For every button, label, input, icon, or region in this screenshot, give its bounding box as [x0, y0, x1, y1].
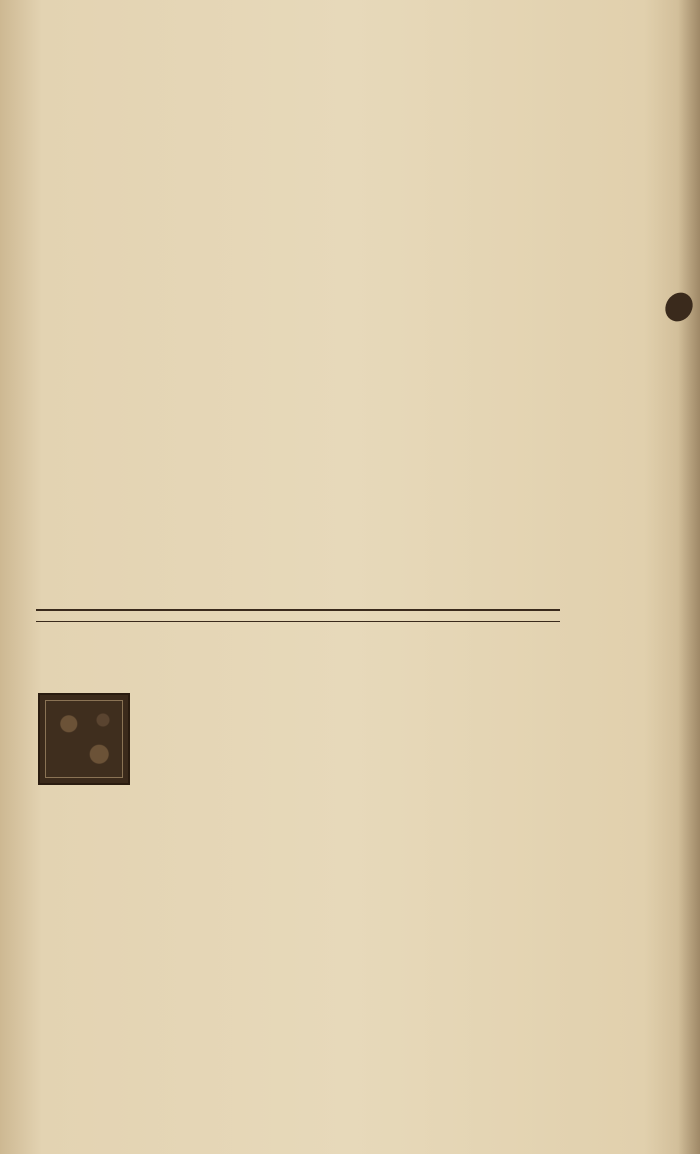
running-head — [0, 48, 700, 88]
rule-line-lower — [36, 621, 560, 622]
initial-ornament — [45, 700, 123, 778]
decorated-initial — [38, 693, 130, 785]
rule-line-upper — [36, 609, 560, 611]
section-rule — [36, 605, 560, 631]
page-edge-shadow — [678, 0, 700, 1154]
